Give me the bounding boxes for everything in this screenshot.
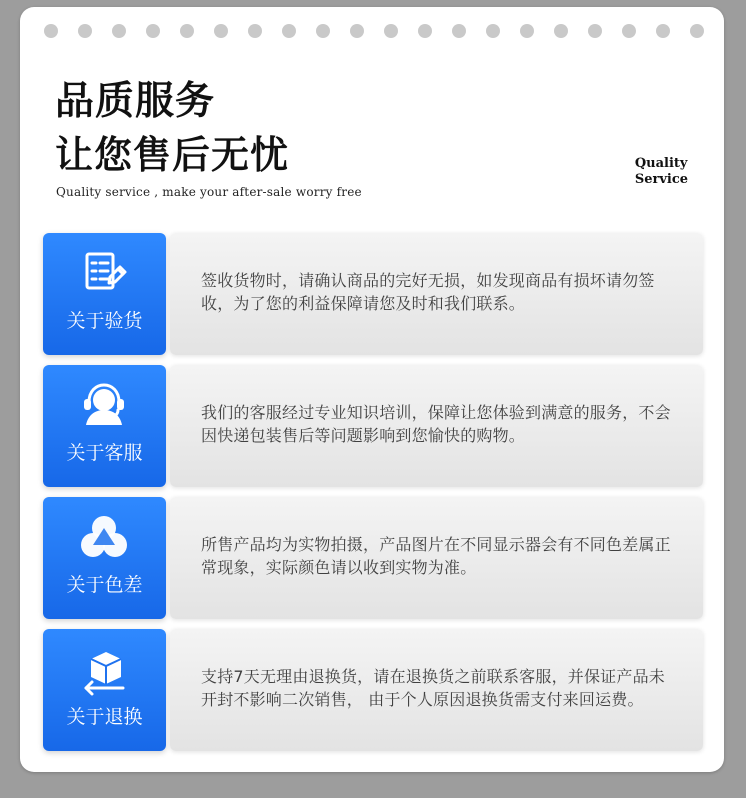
service-item xyxy=(43,365,705,487)
binder-hole xyxy=(44,24,58,38)
badge-label: 关于退换 xyxy=(66,706,143,728)
service-badge xyxy=(43,365,166,487)
binder-hole xyxy=(146,24,160,38)
checklist-icon xyxy=(73,248,135,300)
binder-hole xyxy=(418,24,432,38)
description-text: 签收货物时，请确认商品的完好无损，如发现商品有损坏请勿签收，为了您的利益保障请您及时和我们联系。 xyxy=(201,271,655,313)
binder-hole xyxy=(180,24,194,38)
binder-holes xyxy=(44,23,704,39)
service-item xyxy=(43,233,705,355)
page-subtitle: Quality service , make your after-sale worry free xyxy=(56,185,362,199)
service-description xyxy=(170,233,703,355)
service-items xyxy=(43,233,705,751)
page-title-line-1: 品质服务 xyxy=(55,79,216,124)
binder-hole xyxy=(690,24,704,38)
binder-hole xyxy=(214,24,228,38)
binder-hole xyxy=(350,24,364,38)
service-item xyxy=(43,629,705,751)
service-item xyxy=(43,497,705,619)
description-text: 所售产品均为实物拍摄，产品图片在不同显示器会有不同色差属正常现象，实际颜色请以收到实物为准。 xyxy=(201,535,671,577)
service-badge xyxy=(43,233,166,355)
binder-hole xyxy=(554,24,568,38)
return-box-icon xyxy=(73,644,135,696)
binder-hole xyxy=(384,24,398,38)
binder-hole xyxy=(112,24,126,38)
headset-icon xyxy=(73,380,135,432)
binder-hole xyxy=(282,24,296,38)
binder-hole xyxy=(622,24,636,38)
service-badge xyxy=(43,629,166,751)
binder-hole xyxy=(486,24,500,38)
service-description xyxy=(170,365,703,487)
description-text: 支持7天无理由退换货，请在退换货之前联系客服，并保证产品未开封不影响二次销售， 由于个人原因退换货需支付来回运费。 xyxy=(201,667,665,709)
service-card xyxy=(20,7,724,772)
badge-label: 关于色差 xyxy=(66,574,143,596)
quality-label-line-1: Quality xyxy=(634,156,688,171)
badge-label: 关于客服 xyxy=(66,442,143,464)
binder-hole xyxy=(248,24,262,38)
binder-hole xyxy=(588,24,602,38)
description-text: 我们的客服经过专业知识培训，保障让您体验到满意的服务，不会因快递包装售后等问题影响到您愉快的购物。 xyxy=(201,403,671,445)
binder-hole xyxy=(520,24,534,38)
service-description xyxy=(170,497,703,619)
service-badge xyxy=(43,497,166,619)
binder-hole xyxy=(316,24,330,38)
quality-service-label xyxy=(635,156,688,188)
badge-label: 关于验货 xyxy=(66,310,143,332)
binder-hole xyxy=(656,24,670,38)
quality-label-line-2: Service xyxy=(634,172,688,187)
color-circles-icon xyxy=(73,512,135,564)
binder-hole xyxy=(452,24,466,38)
page-title-line-2: 让您售后无忧 xyxy=(55,133,290,177)
service-description xyxy=(170,629,703,751)
binder-hole xyxy=(78,24,92,38)
